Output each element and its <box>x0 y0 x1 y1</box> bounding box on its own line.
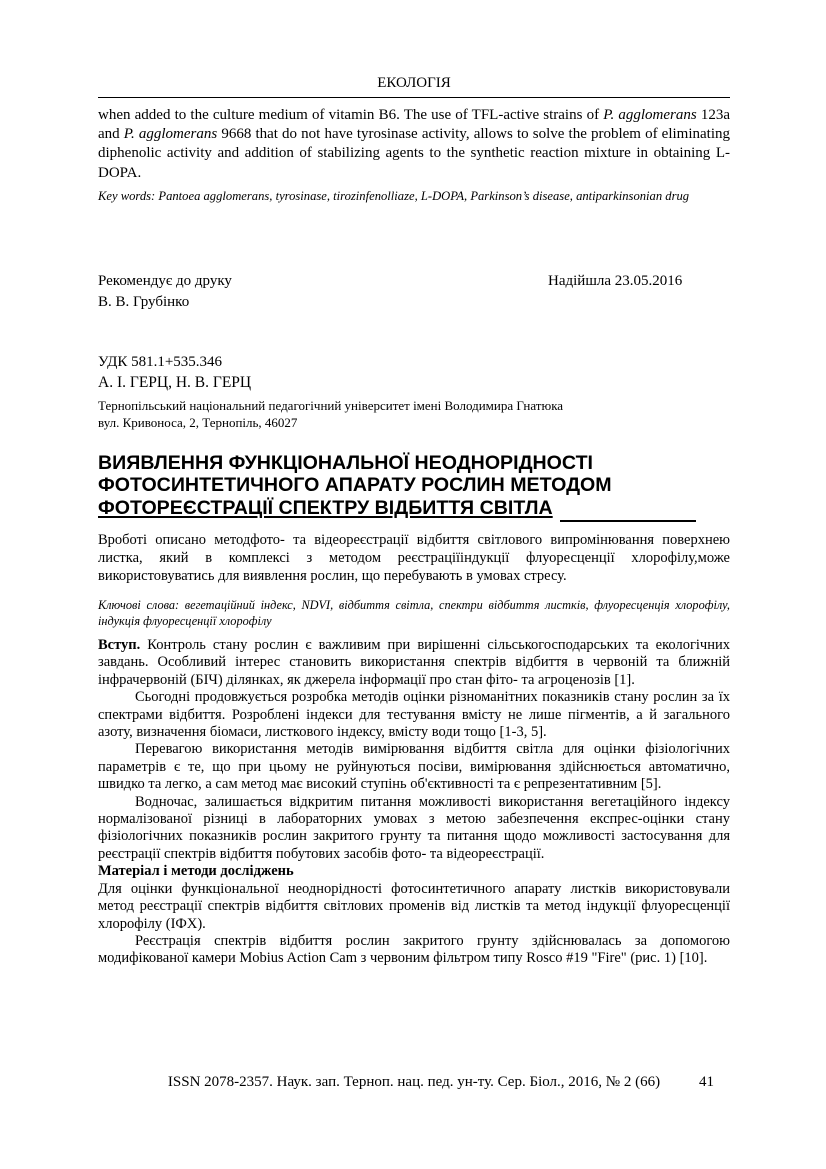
previous-abstract-end: when added to the culture medium of vitamin B6. The use of TFL-active strains of P. agglomerans 123a and P. agglomerans 9668 that do not have tyrosinase activity, allows to solve the problem of eliminating diphenolic activity and addition of stabilizing agents to the synthetic reaction mixture in obtaining L-DOPA. <box>98 107 730 181</box>
udc-code: УДК 581.1+535.346 <box>98 354 223 370</box>
header-rule <box>98 97 730 98</box>
introduction-section <box>98 637 730 968</box>
methods-paragraph-2: Реєстрація спектрів відбиття рослин закритого грунту здійснювалась за допомогою модифікованої камери Mobius Action Cam з червоним фільтром типу Rosco #19 "Fire" (рис. 1) [10]. <box>98 932 730 967</box>
abstract: Вроботі описано методфото- та відеореєстрації відбиття світлового випромінювання поверхнею листка, який в комплексі з методом реєстраціїіндукції флуоресценції хлорофілу,може використовуватись для виявлення рослин, що перебувають в умовах стресу. <box>98 532 730 584</box>
title-underline-extension <box>560 520 696 522</box>
intro-paragraph-1: Вступ. Контроль стану рослин є важливим при вирішенні сільськогосподарських та екологічних завдань. Особливий інтерес становить використання спектрів відбиття в червоній та ближній інфрачервоній (БІЧ) ділянках, як джерела інформації про стан фіто- та агроценозів [1]. <box>98 637 730 688</box>
affiliation-address: вул. Кривоноса, 2, Тернопіль, 46027 <box>98 414 298 430</box>
intro-paragraph-3: Перевагою використання методів вимірювання відбиття світла для оцінки фізіологічних параметрів є те, що при цьому не руйнуються посіви, вимірювання здійснюється автоматично, швидко та легко, а сам метод має високий ступінь об'єктивності та є репрезентативним [5]. <box>98 741 730 793</box>
title-line-1: ВИЯВЛЕННЯ ФУНКЦІОНАЛЬНОЇ НЕОДНОРІДНОСТІ <box>98 452 593 474</box>
recommended-label: Рекомендує до друку <box>98 273 232 289</box>
affiliation-institution: Тернопільський національний педагогічний університет імені Володимира Гнатюка <box>98 398 564 413</box>
intro-paragraph-4: Водночас, залишається відкритим питання можливості використання вегетаційного індексу нормалізованої різниці в лабораторних умовах з метою забезпечення експрес-оцінки стану фізіологічних показників рослин закритого грунту та питання щодо можливості застосування для реєстрації спектрів відбиття побутових засобів фото- та відеореєстрації. <box>98 793 730 862</box>
keywords: Ключові слова: вегетаційний індекс, NDVI, відбиття світла, спектри відбиття листків, флуоресценція хлорофілу, індукція флуоресценції хлорофілу <box>98 598 730 629</box>
title-line-3: ФОТОРЕЄСТРАЦІЇ СПЕКТРУ ВІДБИТТЯ СВІТЛА <box>98 496 553 519</box>
previous-keywords: Key words: Pantoea agglomerans, tyrosinase, tirozinfenolliaze, L-DOPA, Parkinson’s disease, antiparkinsonian drug <box>98 189 690 203</box>
article-title <box>98 452 730 519</box>
intro-paragraph-2: Сьогодні продовжується розробка методів оцінки різноманітних показників стану рослин за їх спектрами відбиття. Розроблені індекси для тестування вмісту не лише пігментів, а й загального азоту, визначення біомаси, листкового індексу, вмісту води тощо [1-3, 5]. <box>98 689 730 741</box>
authors: А. І. ГЕРЦ, Н. В. ГЕРЦ <box>98 374 252 391</box>
page-number: 41 <box>699 1074 714 1090</box>
title-line-2: ФОТОСИНТЕТИЧНОГО АПАРАТУ РОСЛИН МЕТОДОМ <box>98 474 612 497</box>
recommended-by: В. В. Грубінко <box>98 294 190 310</box>
received-date: Надійшла 23.05.2016 <box>548 273 683 289</box>
methods-paragraph-1: Для оцінки функціональної неоднорідності фотосинтетичного апарату листків використовували метод реєстрації спектрів відбиття світлових променів від листків та метод індукції флуоресценції хлорофілу (ІФХ). <box>98 880 730 932</box>
methods-heading: Матеріал і методи досліджень <box>98 863 294 880</box>
intro-heading: Вступ. <box>98 637 141 653</box>
footer-citation: ISSN 2078-2357. Наук. зап. Терноп. нац. пед. ун-ту. Сер. Біол., 2016, № 2 (66) <box>167 1074 661 1090</box>
affiliation <box>98 398 730 432</box>
running-header: ЕКОЛОГІЯ <box>377 75 451 91</box>
